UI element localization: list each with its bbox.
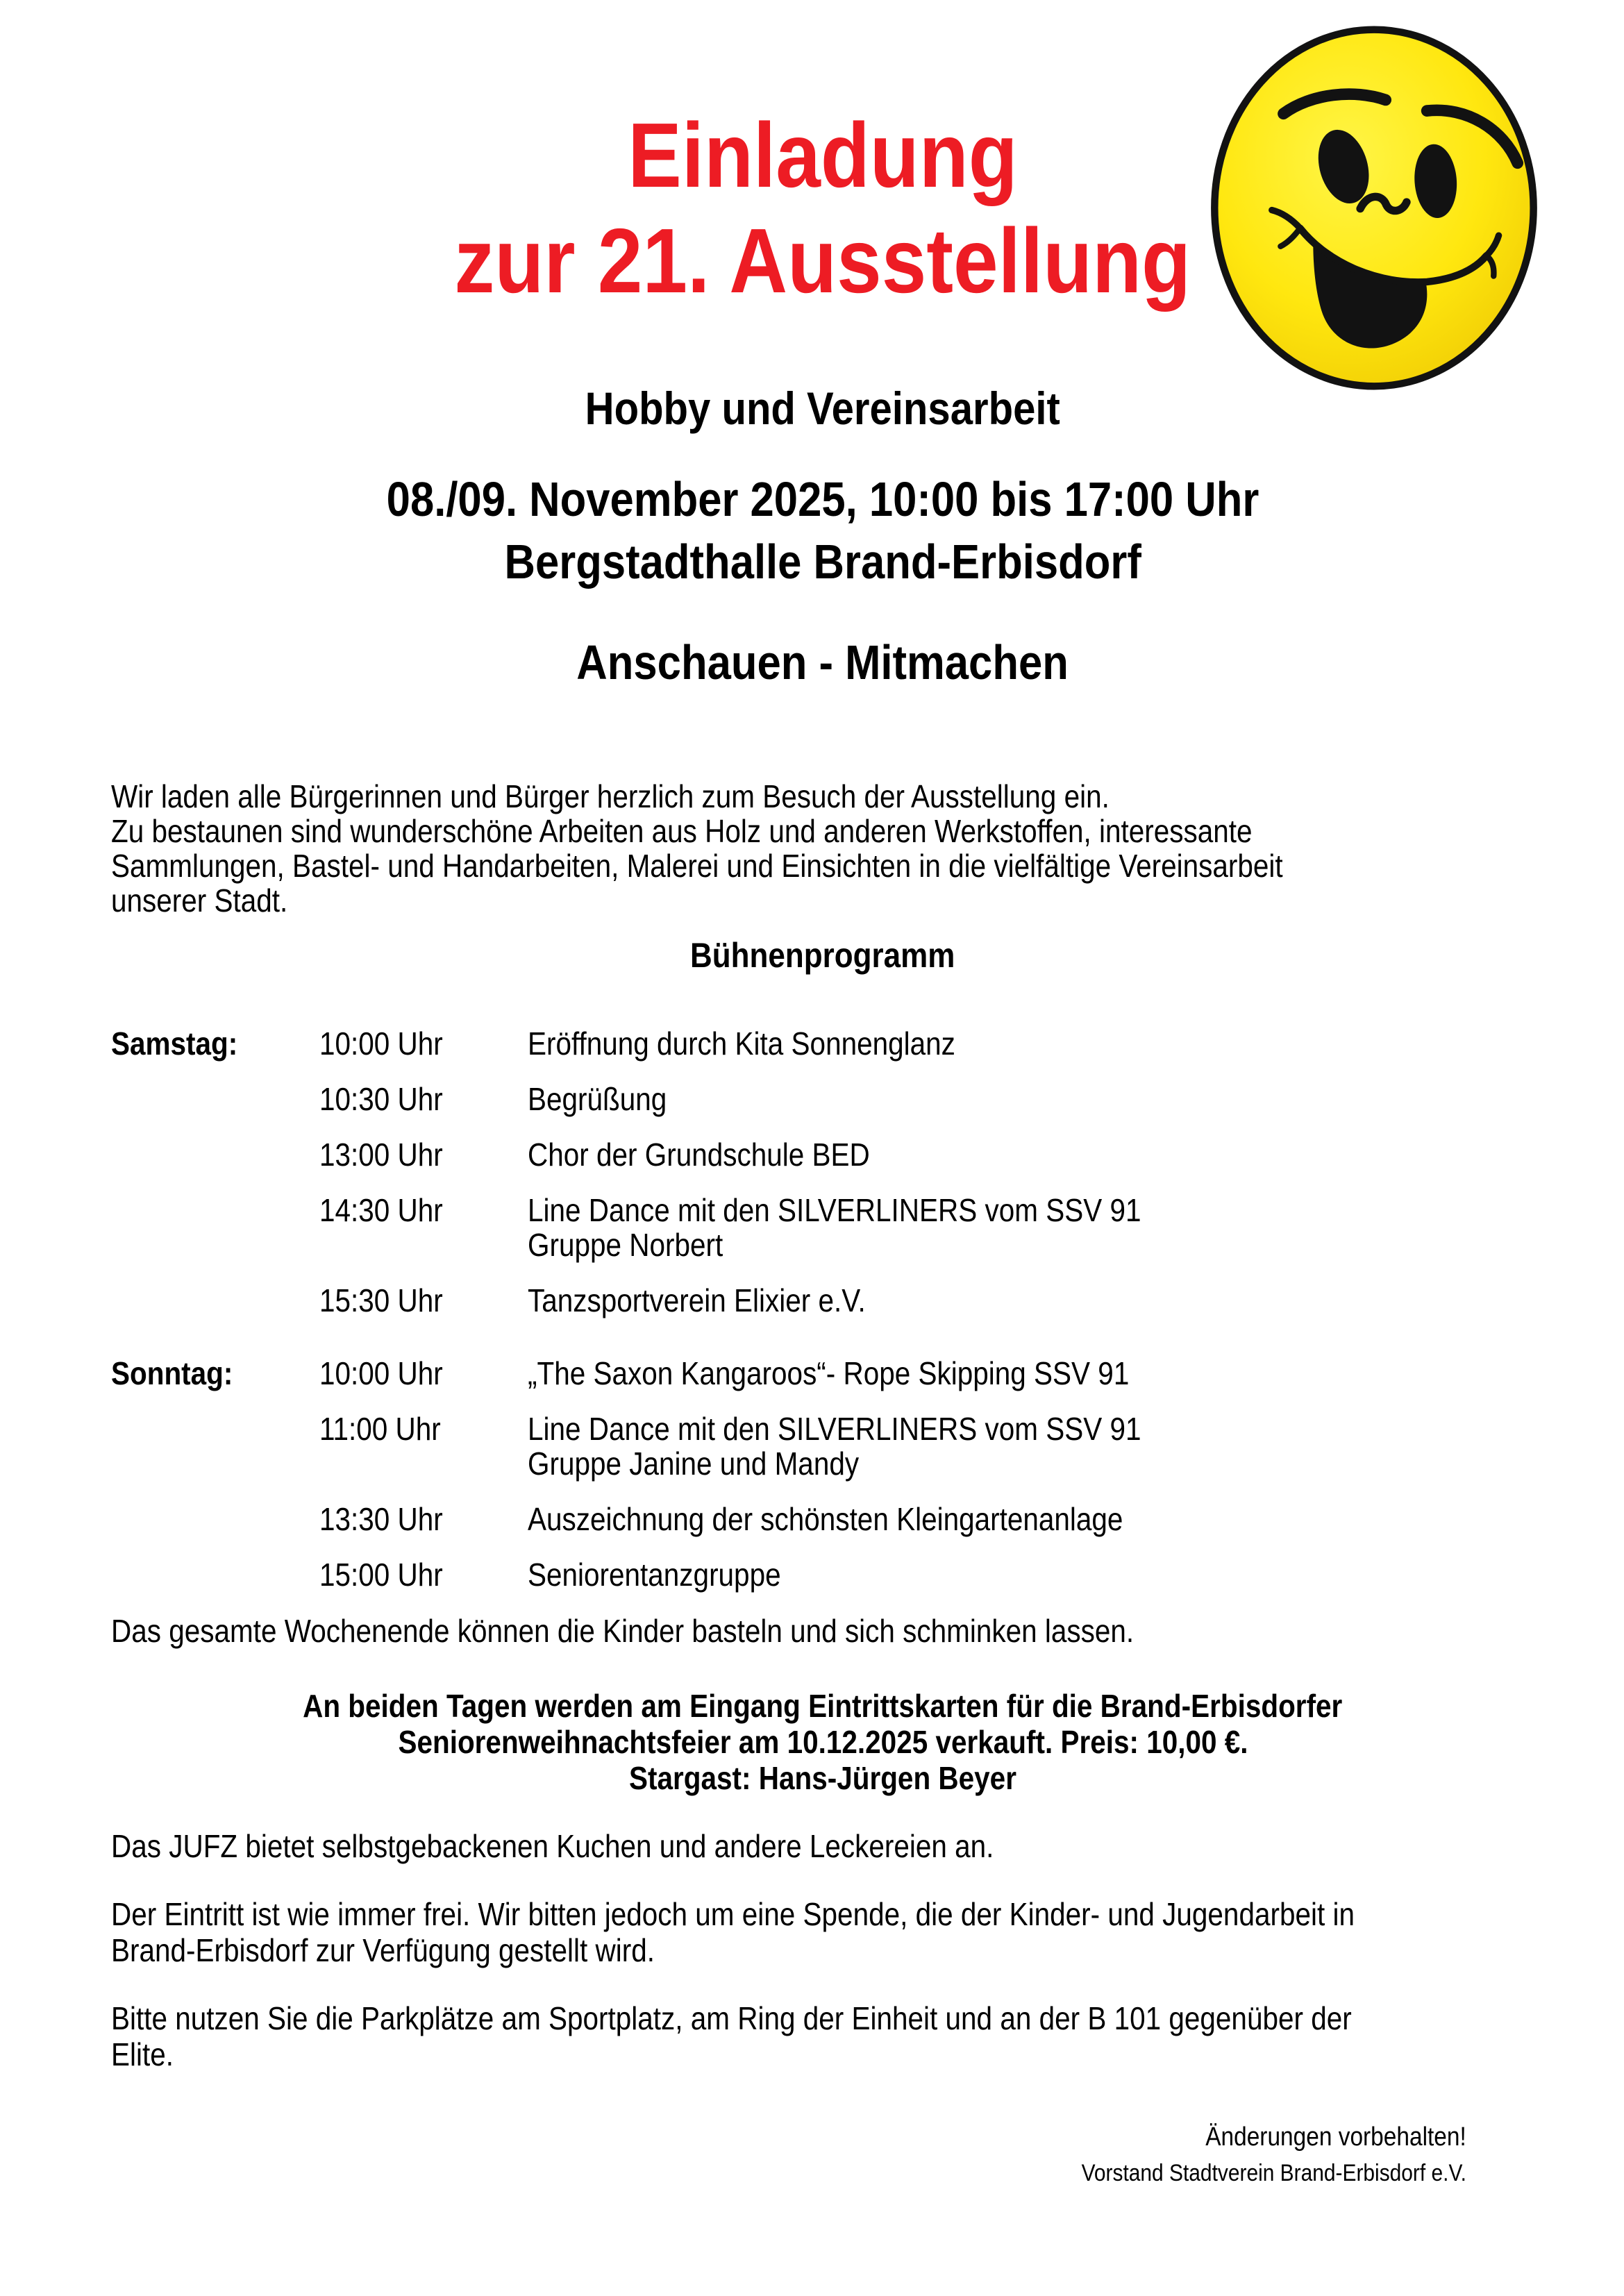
day-label-text: Sonntag: [111,1355,233,1391]
footer-changes-note [111,2118,1466,2156]
note-entry [111,1896,1534,1968]
event-venue-line: Bergstadthalle Brand-Erbisdorf [504,535,1141,589]
time-cell [319,1283,528,1318]
day-label [111,1082,319,1116]
event-cell [528,1283,1534,1318]
intro-line-3: Sammlungen, Bastel- und Handarbeiten, Malerei und Einsichten in die vielfältige Vereinsarbeit [111,848,1283,884]
event-cell [528,1193,1534,1262]
note-entry-line-1: Der Eintritt ist wie immer frei. Wir bitten jedoch um eine Spende, die der Kinder- und Jugendarbeit in [111,1896,1355,1932]
day-label [111,1411,319,1481]
motto-heading [111,637,1534,687]
time-cell [319,1082,528,1116]
title-line-2: zur 21. Ausstellung [454,210,1191,312]
note-kids-text: Das gesamte Wochenende können die Kinder basteln und sich schminken lassen. [111,1613,1135,1649]
note-parking-line-1: Bitte nutzen Sie die Parkplätze am Sportplatz, am Ring der Einheit und an der B 101 gegenüber der [111,2000,1352,2036]
event-text: Line Dance mit den SILVERLINERS vom SSV 91 [528,1192,1141,1228]
schedule-row [111,1283,1534,1318]
time-cell [319,1557,528,1592]
time-text: 14:30 Uhr [319,1192,443,1228]
time-text: 15:30 Uhr [319,1282,443,1318]
day-label [111,1356,319,1391]
footer [111,2118,1534,2190]
event-cell [528,1502,1534,1536]
event-text-line2: Gruppe Janine und Mandy [528,1446,860,1482]
event-cell [528,1082,1534,1116]
day-label [111,1193,319,1262]
note-parking-line-2: Elite. [111,2036,174,2072]
time-cell [319,1502,528,1536]
event-cell [528,1557,1534,1592]
schedule-row [111,1356,1534,1391]
event-date-line: 08./09. November 2025, 10:00 bis 17:00 Uhr [386,472,1259,526]
note-kids [111,1613,1534,1649]
time-cell [319,1137,528,1172]
intro-line-1: Wir laden alle Bürgerinnen und Bürger herzlich zum Besuch der Ausstellung ein. [111,778,1110,814]
time-text: 13:30 Uhr [319,1501,443,1537]
event-text-line2: Gruppe Norbert [528,1227,723,1263]
schedule-row [111,1411,1534,1481]
event-text: Line Dance mit den SILVERLINERS vom SSV 91 [528,1411,1141,1447]
intro-line-4: unserer Stadt. [111,882,288,919]
motto-text: Anschauen - Mitmachen [576,635,1069,689]
event-cell [528,1026,1534,1061]
time-cell [319,1026,528,1061]
event-cell [528,1137,1534,1172]
event-text: Tanzsportverein Elixier e.V. [528,1282,866,1318]
subtitle-text: Hobby und Vereinsarbeit [585,383,1061,434]
note-tickets-line-3: Stargast: Hans-Jürgen Beyer [629,1760,1016,1796]
time-text: 10:00 Uhr [319,1025,443,1062]
event-date-heading [111,468,1534,593]
time-cell [319,1356,528,1391]
day-label [111,1026,319,1061]
day-label-text: Samstag: [111,1025,238,1062]
schedule-row [111,1026,1534,1061]
schedule-day-sonntag [111,1356,1534,1592]
day-label [111,1137,319,1172]
note-tickets [111,1688,1534,1796]
day-label [111,1557,319,1592]
time-text: 15:00 Uhr [319,1557,443,1593]
note-tickets-line-1: An beiden Tagen werden am Eingang Eintrittskarten für die Brand-Erbisdorfer [303,1688,1343,1724]
footer-signature [111,2156,1466,2190]
note-jufz [111,1828,1534,1864]
note-entry-line-2: Brand-Erbisdorf zur Verfügung gestellt wird. [111,1932,655,1968]
time-text: 10:00 Uhr [319,1355,443,1391]
time-cell [319,1193,528,1262]
footer-changes-text: Änderungen vorbehalten! [1205,2122,1466,2152]
schedule-row [111,1137,1534,1172]
day-label [111,1283,319,1318]
intro-paragraph [111,779,1534,918]
event-text: „The Saxon Kangaroos“- Rope Skipping SSV 91 [528,1355,1130,1391]
program-heading-text: Bühnenprogramm [690,936,955,975]
smiley-image [1209,21,1539,396]
schedule-row [111,1082,1534,1116]
event-text: Seniorentanzgruppe [528,1557,781,1593]
schedule-row [111,1502,1534,1536]
winking-smiley-icon [1209,21,1539,396]
time-cell [319,1411,528,1481]
title-line-1: Einladung [628,104,1018,206]
intro-line-2: Zu bestaunen sind wunderschöne Arbeiten aus Holz und anderen Werkstoffen, interessante [111,813,1253,849]
event-text: Auszeichnung der schönsten Kleingartenanlage [528,1501,1123,1537]
day-label [111,1502,319,1536]
event-text: Chor der Grundschule BED [528,1137,870,1173]
time-text: 10:30 Uhr [319,1081,443,1117]
footer-signature-text: Vorstand Stadtverein Brand-Erbisdorf e.V. [1081,2160,1466,2186]
event-text: Eröffnung durch Kita Sonnenglanz [528,1025,955,1062]
time-text: 13:00 Uhr [319,1137,443,1173]
note-tickets-line-2: Seniorenweihnachtsfeier am 10.12.2025 verkauft. Preis: 10,00 €. [397,1724,1248,1760]
schedule-row [111,1193,1534,1262]
event-cell [528,1356,1534,1391]
note-parking [111,2000,1534,2072]
schedule-day-samstag [111,1026,1534,1318]
note-jufz-text: Das JUFZ bietet selbstgebackenen Kuchen und andere Leckereien an. [111,1828,994,1864]
time-text: 11:00 Uhr [319,1411,441,1447]
stage-program-schedule [111,1026,1534,1592]
schedule-row [111,1557,1534,1592]
event-text: Begrüßung [528,1081,667,1117]
event-cell [528,1411,1534,1481]
program-heading [111,936,1534,975]
